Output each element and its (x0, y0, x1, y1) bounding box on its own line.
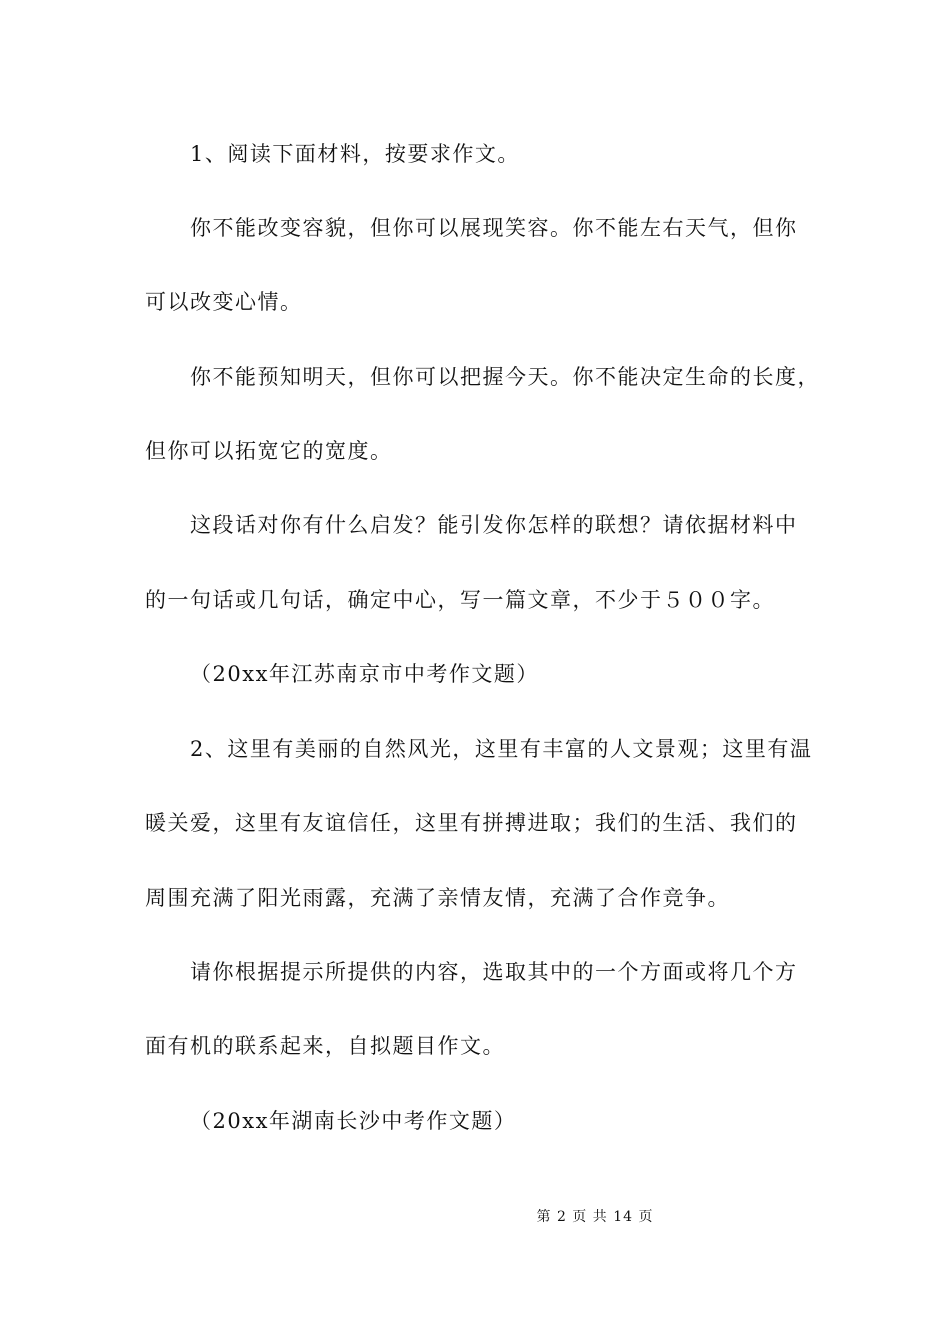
paragraph-line: 周围充满了阳光雨露，充满了亲情友情，充满了合作竞争。 (145, 886, 730, 910)
source-note: （20xx年江苏南京市中考作文题） (190, 662, 539, 686)
paragraph-line: 但你可以拓宽它的宽度。 (145, 439, 393, 463)
paragraph-line: 1、阅读下面材料，按要求作文。 (190, 142, 520, 166)
paragraph-line: 请你根据提示所提供的内容，选取其中的一个方面或将几个方 (190, 960, 798, 984)
paragraph-line: 你不能预知明天，但你可以把握今天。你不能决定生命的长度， (190, 365, 820, 389)
page-number: 第 2 页 共 14 页 (536, 1209, 654, 1225)
source-note: （20xx年湖南长沙中考作文题） (190, 1109, 517, 1133)
paragraph-line: 这段话对你有什么启发？能引发你怎样的联想？请依据材料中 (190, 513, 798, 537)
paragraph-line: 可以改变心情。 (145, 290, 303, 314)
paragraph-line: 2、这里有美丽的自然风光，这里有丰富的人文景观；这里有温 (190, 737, 813, 761)
paragraph-line: 你不能改变容貌，但你可以展现笑容。你不能左右天气，但你 (190, 216, 798, 240)
paragraph-line: 暖关爱，这里有友谊信任，这里有拼搏进取；我们的生活、我们的 (145, 811, 798, 835)
paragraph-line: 的一句话或几句话，确定中心，写一篇文章，不少于５００字。 (145, 588, 775, 612)
paragraph-line: 面有机的联系起来，自拟题目作文。 (145, 1034, 505, 1058)
